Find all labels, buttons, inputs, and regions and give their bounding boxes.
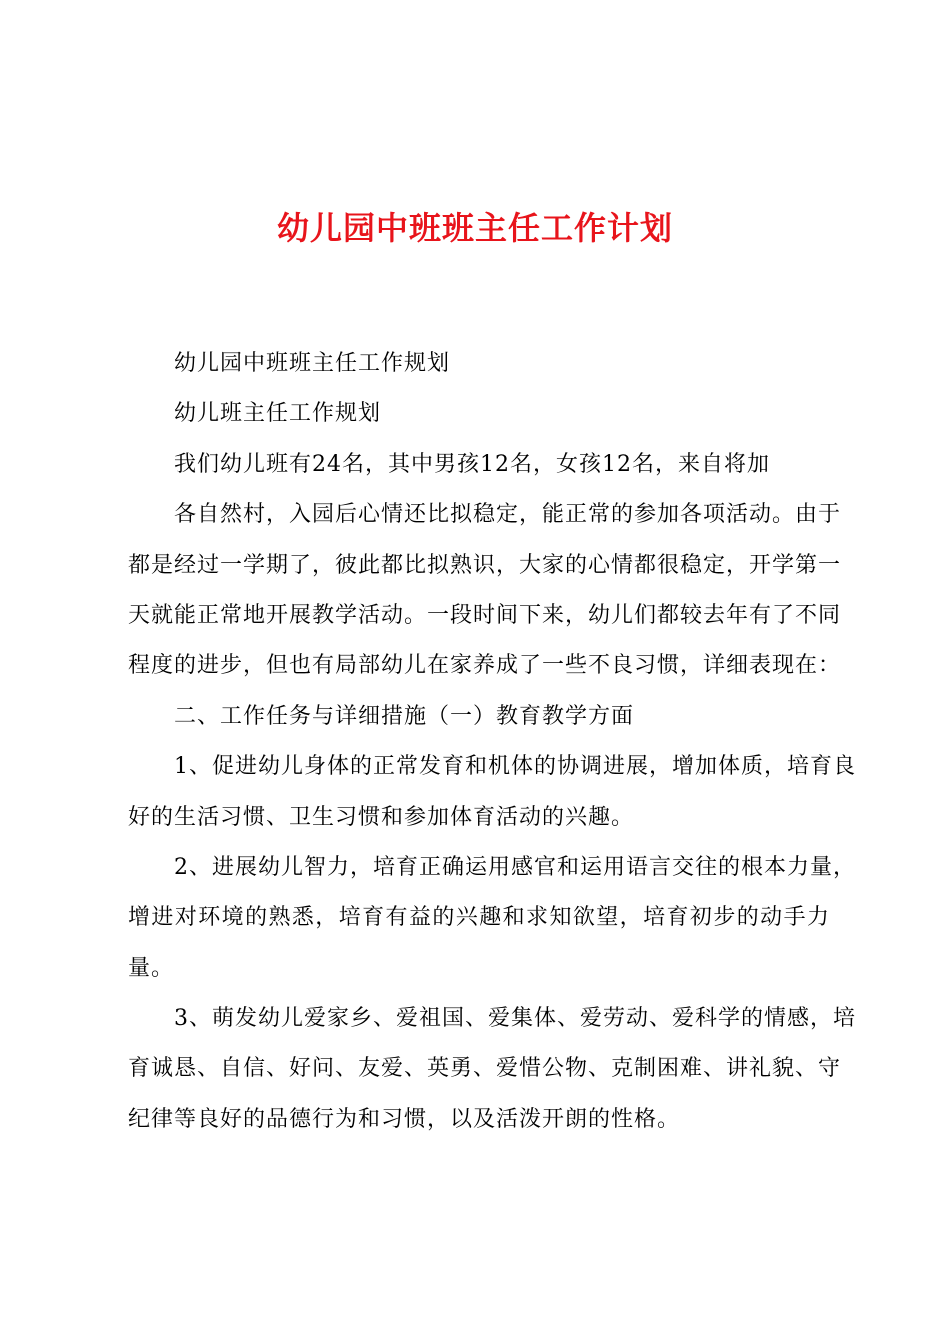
body-line: 各自然村，入园后心情还比拟稳定，能正常的参加各项活动。由于 — [174, 502, 842, 527]
body-line: 好的生活习惯、卫生习惯和参加体育活动的兴趣。 — [128, 805, 635, 830]
section-heading: 二、工作任务与详细措施（一）教育教学方面 — [174, 704, 635, 729]
body-line: 程度的进步，但也有局部幼儿在家养成了一些不良习惯，详细表现在： — [128, 653, 842, 678]
body-line: 量。 — [128, 956, 175, 981]
document-title: 幼儿园中班班主任工作计划 — [276, 209, 673, 247]
body-line: 天就能正常地开展教学活动。一段时间下来，幼儿们都较去年有了不同 — [128, 603, 842, 628]
body-line: 幼儿班主任工作规划 — [174, 401, 382, 426]
body-line: 增进对环境的熟悉，培育有益的兴趣和求知欲望，培育初步的动手力 — [128, 905, 830, 930]
body-line: 3、萌发幼儿爱家乡、爱祖国、爱集体、爱劳动、爱科学的情感，培 — [174, 1006, 856, 1031]
body-line: 我们幼儿班有24名，其中男孩12名，女孩12名，来自将加 — [174, 452, 770, 477]
body-line: 纪律等良好的品德行为和习惯，以及活泼开朗的性格。 — [128, 1107, 681, 1132]
body-line: 都是经过一学期了，彼此都比拟熟识，大家的心情都很稳定，开学第一 — [128, 553, 842, 578]
body-line: 2、进展幼儿智力，培育正确运用感官和运用语言交往的根本力量， — [174, 855, 856, 880]
body-line: 幼儿园中班班主任工作规划 — [174, 351, 451, 376]
body-line: 1、促进幼儿身体的正常发育和机体的协调进展，增加体质，培育良 — [174, 754, 856, 779]
body-line: 育诚恳、自信、好问、友爱、英勇、爱惜公物、克制困难、讲礼貌、守 — [128, 1056, 842, 1081]
